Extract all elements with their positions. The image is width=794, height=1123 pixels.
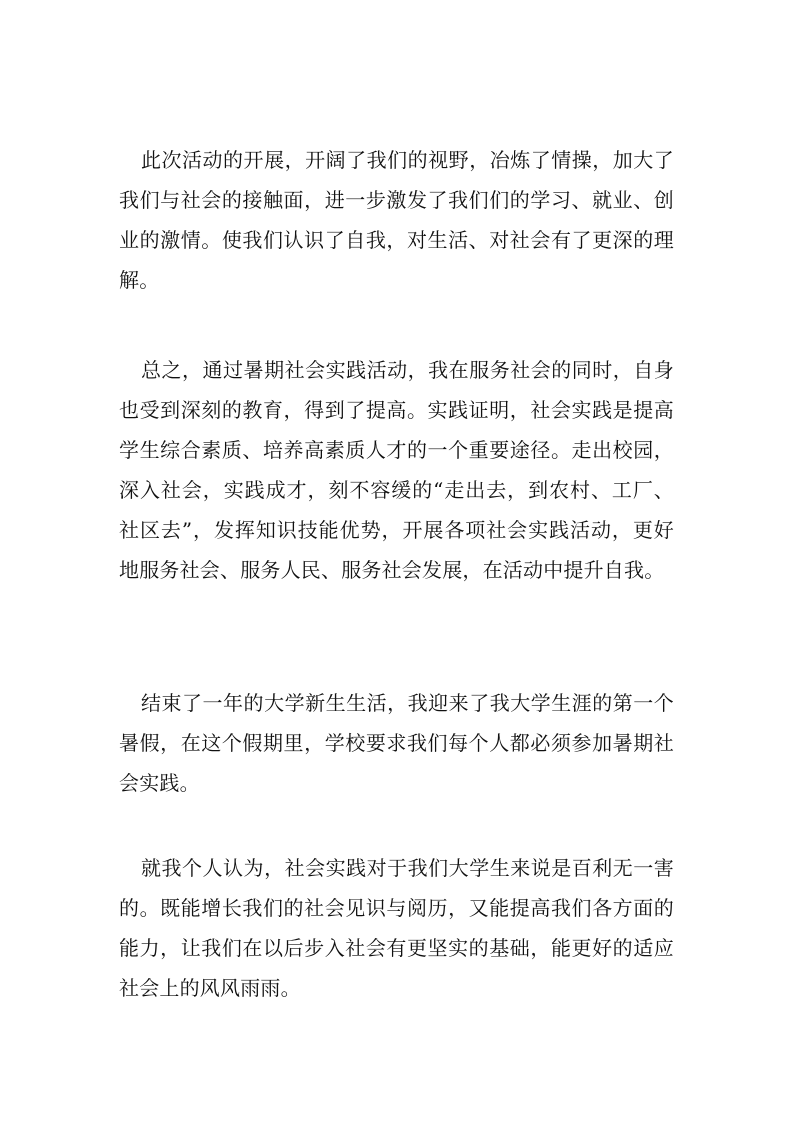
paragraph-summer-vacation: 结束了一年的大学新生生活，我迎来了我大学生涯的第一个暑假，在这个假期里，学校要求我们每个人都必须参加暑期社会实践。 xyxy=(119,691,674,795)
paragraph-personal-view: 就我个人认为，社会实践对于我们大学生来说是百利无一害的。既能增长我们的社会见识与阅历，又能提高我们各方面的能力，让我们在以后步入社会有更坚实的基础，能更好的适应社会上的风风雨雨。 xyxy=(119,856,674,1000)
paragraph-conclusion: 总之，通过暑期社会实践活动，我在服务社会的同时，自身也受到深刻的教育，得到了提高。实践证明，社会实践是提高学生综合素质、培养高素质人才的一个重要途径。走出校园，深入社会，实践成才，刻不容缓的“走出去，到农村、工厂、社区去”，发挥知识技能优势，开展各项社会实践活动，更好地服务社会、服务人民、服务社会发展，在活动中提升自我。 xyxy=(119,358,674,582)
paragraph-activity-summary: 此次活动的开展，开阔了我们的视野，冶炼了情操，加大了我们与社会的接触面，进一步激发了我们们的学习、就业、创业的激情。使我们认识了自我，对生活、对社会有了更深的理解。 xyxy=(119,148,674,292)
